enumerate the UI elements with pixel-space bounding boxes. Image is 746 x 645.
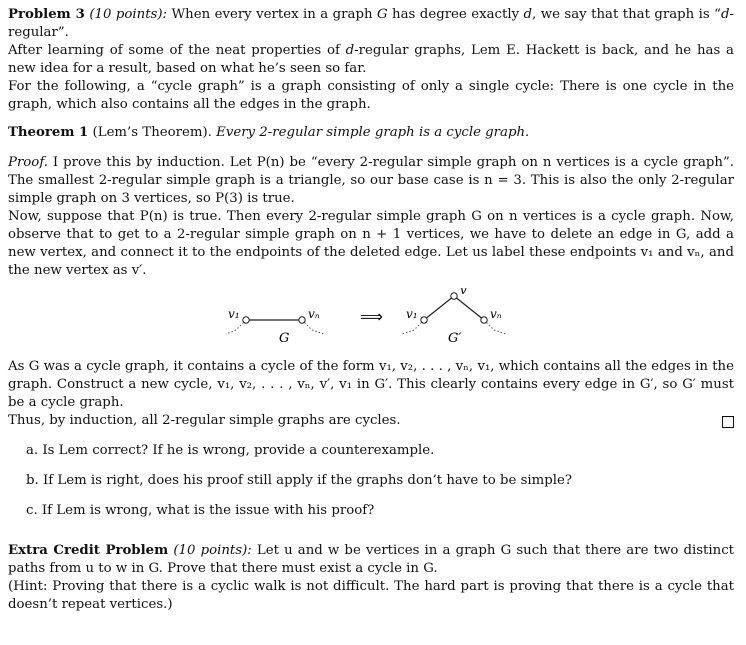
intro-text: , we say that that graph is “ <box>532 7 721 22</box>
theorem-label: Theorem 1 <box>8 125 89 140</box>
vertex-vn <box>481 317 487 323</box>
edge-v1-vprime <box>424 296 454 320</box>
graph-G <box>226 307 324 346</box>
vertex-vn <box>299 317 305 323</box>
extra-credit-text: Let u and w be vertices in a graph G such that there are two distinct paths from u to w in G. Prove that there must exist a cycle in G. <box>8 543 734 576</box>
label-v1: v₁ <box>406 307 418 321</box>
proof-paragraph-2: Now, suppose that P(n) is true. Then every 2-regular simple graph G on n vertices is a cycle graph. Now, observe that to get to a 2-regular simple graph on n + 1 vertices, we have to delete an edge in G, add a new vertex, and connect it to the endpoints of the deleted edge. Let us label these endpoints v₁ and vₙ, and the new vertex as v′. <box>8 209 734 278</box>
math-d: d <box>345 43 355 58</box>
extra-credit-problem <box>8 542 734 578</box>
intro-text: -regular”. <box>8 7 734 40</box>
vertex-vprime <box>451 293 457 299</box>
problem-3-intro <box>8 6 734 42</box>
induction-figure <box>8 288 734 352</box>
problem-3-heading: Problem 3 <box>8 7 85 22</box>
problem-3-paragraph-2 <box>8 42 734 78</box>
intro-text: When every vertex in a graph <box>167 7 377 22</box>
graph-G-prime <box>402 288 506 346</box>
proof-paragraph-4 <box>8 412 734 430</box>
question-list <box>26 442 734 520</box>
problem-3-points: (10 points): <box>89 7 168 22</box>
implies-arrow: ⟹ <box>360 307 383 326</box>
intro-text: has degree exactly <box>387 7 524 22</box>
math-d: d <box>523 7 533 22</box>
proof-text: I prove this by induction. Let P(n) be “every 2-regular simple graph on n vertices is a cycle graph”. The smallest 2-regular simple graph is a triangle, so our base case is n = 3. This is also the only 2-regular simple graph on 3 vertices, so P(3) is true. <box>8 155 734 206</box>
math-d: d <box>720 7 730 22</box>
label-vn: vₙ <box>308 307 320 321</box>
problem-3-paragraph-3: For the following, a “cycle graph” is a graph consisting of only a single cycle: There is one cycle in the graph, which also contains all the edges in the graph. <box>8 79 734 112</box>
extra-credit-heading: Extra Credit Problem <box>8 543 169 558</box>
vertex-v1 <box>243 317 249 323</box>
extra-credit-points: (10 points): <box>173 543 252 558</box>
dotted-edge <box>312 330 324 334</box>
question-b: b. If Lem is right, does his proof still apply if the graphs don’t have to be simple? <box>26 473 573 488</box>
proof-paragraph-1 <box>8 154 734 208</box>
dotted-edge <box>402 330 414 334</box>
dotted-edge <box>494 330 506 334</box>
extra-credit-hint: (Hint: Proving that there is a cyclic walk is not difficult. The hard part is proving that there is a cycle that doesn’t repeat vertices.) <box>8 579 734 612</box>
theorem-name: (Lem’s Theorem). <box>92 125 212 140</box>
caption-G: G <box>279 331 290 346</box>
theorem <box>8 124 734 142</box>
vertex-v1 <box>421 317 427 323</box>
caption-G-prime: G′ <box>448 331 462 346</box>
edge-vprime-vn <box>454 296 484 320</box>
document-page <box>8 6 734 614</box>
dotted-edge <box>226 330 236 334</box>
proof-text: Thus, by induction, all 2-regular simple graphs are cycles. <box>8 413 401 428</box>
paragraph-text: -regular graphs, Lem E. Hackett is back, and he has a new idea for a result, based on what he’s seen so far. <box>8 43 734 76</box>
proof-label: Proof. <box>8 155 48 170</box>
math-G: G <box>376 7 388 22</box>
paragraph-text: After learning of some of the neat properties of <box>8 43 346 58</box>
graph-diagram <box>8 288 734 352</box>
qed-box <box>722 416 734 428</box>
question-a: a. Is Lem correct? If he is wrong, provide a counterexample. <box>26 443 435 458</box>
label-vprime: v′ <box>460 288 470 297</box>
label-vn: vₙ <box>490 307 502 321</box>
question-c: c. If Lem is wrong, what is the issue with his proof? <box>26 503 375 518</box>
label-v1: v₁ <box>228 307 240 321</box>
proof-paragraph-3: As G was a cycle graph, it contains a cycle of the form v₁, v₂, . . . , vₙ, v₁, which contains all the edges in the graph. Construct a new cycle, v₁, v₂, . . . , vₙ, v′, v₁ in G′. This clearly contains every edge in G′, so G′ must be a cycle graph. <box>8 359 734 410</box>
theorem-statement: Every 2-regular simple graph is a cycle graph. <box>216 125 530 140</box>
